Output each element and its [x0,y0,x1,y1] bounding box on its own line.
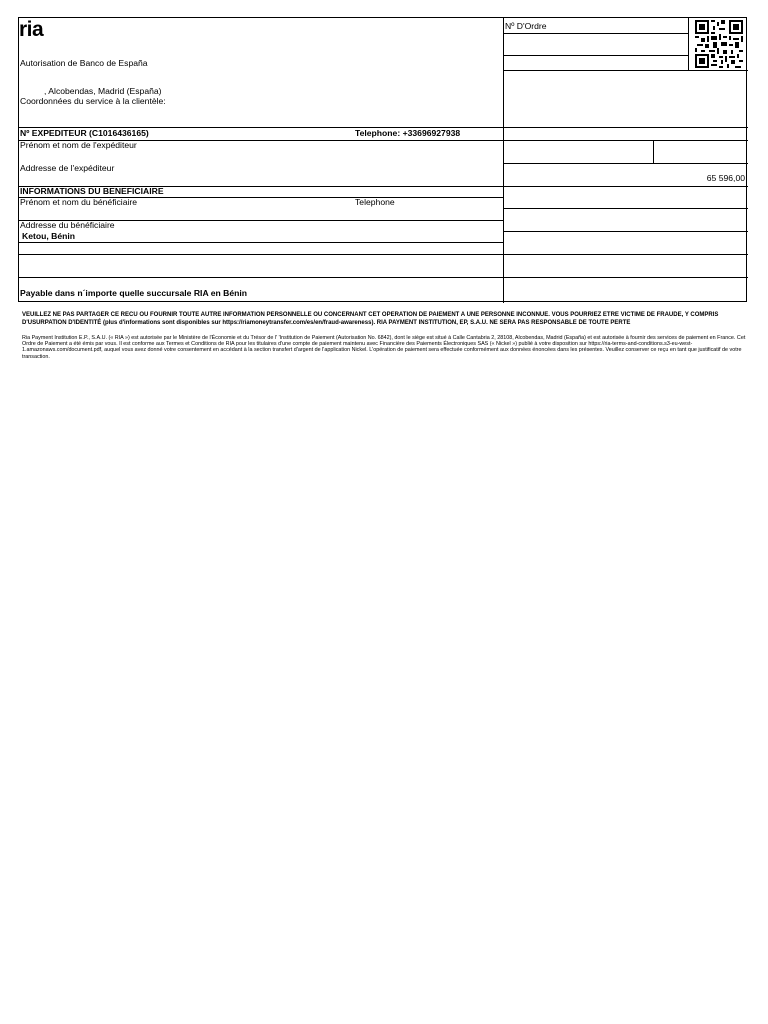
qr-divider [688,18,689,70]
beneficiary-address-label: Addresse du bénéficiaire [20,220,115,230]
rule [503,140,748,141]
company-address: , Alcobendas, Madrid (España) [44,86,162,96]
rule [19,254,503,255]
receipt-form [18,17,747,302]
rule [503,231,748,232]
rule [503,254,748,255]
sender-number-title: Nº EXPEDITEUR (C1016436165) [20,128,149,138]
payable-location: Payable dans n´importe quelle succursale RIA en Bénin [20,288,248,298]
order-number-label: Nº D'Ordre [505,21,547,31]
sender-phone: Telephone: +33696927938 [355,128,461,138]
column-divider [503,18,504,303]
rule [19,242,503,243]
rule [19,277,748,278]
fraud-warning-text: VEUILLEZ NE PAS PARTAGER CE RECU OU FOURNIR TOUTE AUTRE INFORMATION PERSONNELLE OU CONCERNANT CET OPERATION DE PAIEMENT A UNE PERSONNE INCONNUE. VOUS POURRIEZ ETRE VICTIME DE FRAUDE, Y COMPRIS D'USURPATION D'IDENTITÉ (plus d'informations sont disponibles sur https://riamoneytransfer.com/es/en/fraud-awareness). RIA PAYMENT INSTITUTION, EP, S.A.U. NE SERA PAS RESPONSABLE DE TOUTE PERTE [22,312,719,326]
beneficiary-name-label: Prénom et nom du bénéficiaire [20,197,138,207]
beneficiary-phone-label: Telephone [355,197,395,207]
customer-service-label: Coordonnées du service à la clientèle: [20,96,166,106]
legal-notice-text: Ria Payment Institution E.P., S.A.U. (« RIA ») est autorisée par le Ministère de l'Économie et du Trésor de l' 'Institution de Paiement (Autorisation No. 6842), dont le siège est situé à Calle Cantabria 2, 28108, Alcobendas, Madrid (España) et est autorisée à fournir des services de paiement en France. Cet Ordre de Paiement a été émis par vous. Il est conforme aux Termes et Conditions de RIA pour les titulaires d'une compte de paiement maintenu avec Financière des Paiements Électroniques SAS (« Nickel ») publié à votre disposition sur https://ria-terms-and-conditions.s3-eu-west-1.amazonaws.com/document.pdf, auquel vous avez donné votre consentement en accédant à la section transfert d'argent de l'application Nickel. L'opération de paiement sera effectuée conformément aux données énoncées dans les présentes. Veuillez conserver ce reçu en tant que justificatif de votre transaction. [22,335,746,360]
qr-code-image [695,20,743,68]
beneficiary-section-title: INFORMATIONS DU BENEFICIAIRE [20,186,164,196]
rule [503,55,688,56]
beneficiary-address-value: Ketou, Bénin [22,231,75,241]
authorization-text: Autorisation de Banco de España [20,58,148,68]
rule [503,208,748,209]
sender-name-label: Prénom et nom de l'expéditeur [20,140,137,150]
rule [503,163,748,164]
amount-value: 65 596,00 [706,173,745,183]
right-cell-divider [653,140,654,163]
sender-address-label: Addresse de l'expéditeur [20,163,115,173]
rule [503,33,688,34]
ria-logo: ria [19,18,44,41]
rule [503,70,748,71]
